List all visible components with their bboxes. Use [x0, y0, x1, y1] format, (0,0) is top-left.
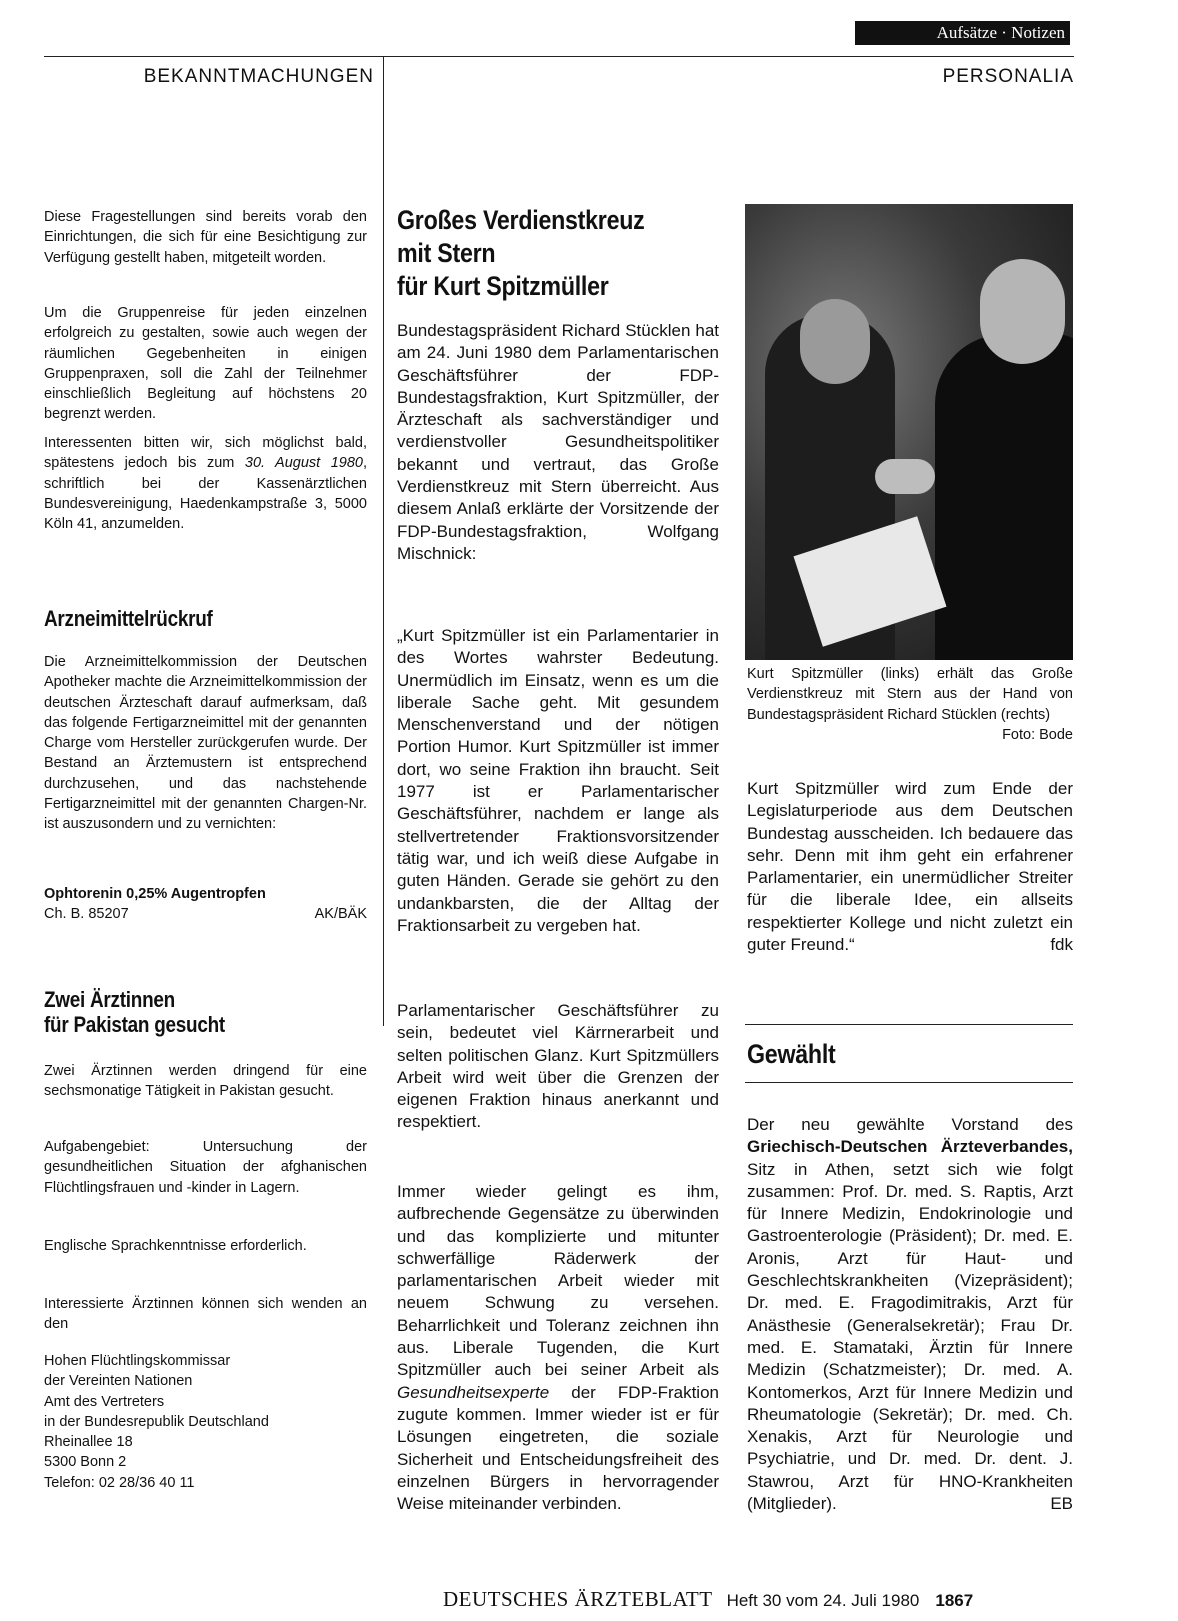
page-number: 1867	[935, 1591, 974, 1610]
paragraph: Kurt Spitzmüller wird zum Ende der Legislaturperiode aus dem Deutschen Bundestag ausscheiden. Ich bedauere das sehr. Denn mit ihm geht ein erfahrener Parlamentarier, ein unermüdlicher Streiter für die liberale Idee, ein allseits respektierter Kollege und nicht zuletzt ein guter Freund.“ fdk	[747, 778, 1073, 956]
publication-title: DEUTSCHES ÄRZTEBLATT	[443, 1587, 713, 1611]
spitzmueller-p1	[397, 320, 719, 565]
deadline-date: 30. August 1980	[244, 455, 363, 472]
headline: Großes Verdienstkreuz mit Stern für Kurt Spitzmüller	[397, 205, 645, 301]
address-line: in der Bundesrepublik Deutschland	[44, 1413, 269, 1430]
section-label-bekanntmachungen: BEKANNTMACHUNGEN	[143, 66, 374, 87]
article-gewaehlt	[747, 1038, 1073, 1071]
person-right-silhouette	[935, 334, 1073, 660]
article-arzneimittelrueckruf	[44, 606, 367, 631]
news-photo	[745, 204, 1073, 660]
photo-credit: Foto: Bode	[1002, 726, 1073, 743]
spitzmueller-p2	[397, 625, 719, 937]
pakistan-p2	[44, 1137, 367, 1198]
drug-name: Ophtorenin 0,25% Augentropfen	[44, 886, 266, 902]
address-line: Telefon: 02 28/36 40 11	[44, 1474, 195, 1491]
address-block	[44, 1351, 367, 1493]
person-right-head	[980, 259, 1065, 364]
paragraph: Immer wieder gelingt es ihm, aufbrechende Gegensätze zu überwinden und das komplizierte und mitunter schwerfällige Räderwerk der parlamentarischen Arbeit wieder mit neuem Schwung zu versehen. Beharrlichkeit und Toleranz zeichnen ihn aus. Liberale Tugenden, die Kurt Spitzmüller auch bei seiner Arbeit als Gesundheitsexperte der FDP-Fraktion zugute kommen. Immer wieder ist er für Lösungen eingetreten, die soziale Sicherheit und Entscheidungsfreiheit des einzelnen Bürgers in hervorragender Weise miteinander verbinden.	[397, 1182, 719, 1514]
spitzmueller-p3	[397, 1000, 719, 1134]
pakistan-p3	[44, 1236, 367, 1256]
column-left-group	[44, 303, 367, 425]
page-footer	[443, 1587, 1073, 1612]
paragraph: Interessierte Ärztinnen können sich wenden an den	[44, 1296, 367, 1333]
headline: Zwei Ärztinnen für Pakistan gesucht	[44, 987, 225, 1037]
recall-drug	[44, 884, 367, 925]
paragraph: Parlamentarischer Geschäftsführer zu sein, bedeutet viel Kärrnerarbeit und selten politischen Glanz. Kurt Spitzmüllers Arbeit wird weit über die Grenzen der eigenen Fraktion hinaus anerkannt und respektiert.	[397, 1001, 719, 1132]
rule	[745, 1082, 1073, 1083]
paragraph: Bundestagspräsident Richard Stücklen hat am 24. Juni 1980 dem Parlamentarischen Geschäftsführer der FDP-Bundestagsfraktion, Kurt Spitzmüller, der Ärzteschaft als sachverständiger und verdienstvoller Gesundheitspolitiker bekannt und vertraut, das Große Verdienstkreuz mit Stern überreicht. Aus diesem Anlaß erklärte der Vorsitzende der FDP-Bundestagsfraktion, Wolfgang Mischnick:	[397, 321, 719, 563]
charge-number: Ch. B. 85207	[44, 906, 129, 923]
spitzmueller-p5	[747, 778, 1073, 956]
paragraph: Die Arzneimittelkommission der Deutschen Apotheker machte die Arzneimittelkommission der deutschen Ärzteschaft darauf aufmerksam, daß das folgende Fertigarzneimittel mit der genannten Charge vom Hersteller zurückgerufen wurde. Der Bestand an Ärztemustern ist entsprechend durchzusehen, und das nachstehende Fertigarzneimittel mit der genannten Chargen-Nr. ist auszusondern und zu vernichten:	[44, 654, 367, 833]
spitzmueller-p4	[397, 1181, 719, 1515]
address-line: Rheinallee 18	[44, 1434, 133, 1451]
signature: EB	[1050, 1494, 1073, 1514]
pakistan-p1	[44, 1061, 367, 1102]
person-left-head	[800, 299, 870, 384]
article-spitzmueller	[397, 204, 719, 303]
pakistan-p4	[44, 1294, 367, 1335]
headline: Gewählt	[747, 1039, 836, 1069]
caption-text: Kurt Spitzmüller (links) erhält das Große Verdienstkreuz mit Stern aus der Hand von Bundestagspräsident Richard Stücklen (rechts) Foto: Bode	[747, 664, 1073, 725]
address-line: Amt des Vertreters	[44, 1393, 165, 1410]
paragraph: Diese Fragestellungen sind bereits vorab den Einrichtungen, die sich für eine Besichtigung zur Verfügung gestellt haben, mitgeteilt worden.	[44, 209, 367, 266]
handshake	[875, 459, 935, 494]
signature: AK/BÄK	[314, 906, 367, 923]
top-rule	[44, 56, 1074, 57]
paragraph: Der neu gewählte Vorstand des Griechisch-Deutschen Ärzteverbandes, Sitz in Athen, setzt sich wie folgt zusammen: Prof. Dr. med. S. Raptis, Arzt für Innere Medizin, Endokrinologie und Gastroenterologie (Präsident); Dr. med. E. Aronis, Arzt für Haut- und Geschlechtskrankheiten (Vizepräsident); Dr. med. E. Fragodimitrakis, Arzt für Anästhesie (Generalsekretär); Frau Dr. med. E. Stamataki, Ärztin für Innere Medizin (Schatzmeister); Dr. med. A. Kontomerkos, Arzt für Innere Medizin und Rheumatologie (Sekretär); Dr. med. Ch. Xenakis, Arzt für Neurologie und Psychiatrie, und Dr. med. Dr. dent. J. Stawrou, Arzt für HNO-Krankheiten (Mitglieder). EB	[747, 1114, 1073, 1515]
paragraph: Zwei Ärztinnen werden dringend für eine sechsmonatige Tätigkeit in Pakistan gesucht.	[44, 1063, 367, 1100]
charge-line	[44, 904, 367, 924]
headline: Arzneimittelrückruf	[44, 606, 213, 631]
column-left-intro	[44, 207, 367, 268]
signature: fdk	[1050, 935, 1073, 955]
section-badge: Aufsätze · Notizen	[855, 21, 1070, 45]
paragraph: Um die Gruppenreise für jeden einzelnen erfolgreich zu gestalten, sowie auch wegen der räumlichen Gegebenheiten in einigen Gruppenpraxen, soll die Zahl der Teilnehmer einschließlich Begleitung auf höchstens 20 begrenzt werden.	[44, 305, 367, 423]
paragraph: „Kurt Spitzmüller ist ein Parlamentarier in des Wortes wahrster Bedeutung. Unermüdlich im Einsatz, wenn es um die liberale Sache geht. Mit gesundem Menschenverstand und der nötigen Portion Humor. Kurt Spitzmüller ist immer dort, wo seine Fraktion ihn braucht. Seit 1977 ist er Parlamentarischer Geschäftsführer, nachdem er lange als stellvertretender Fraktionsvorsitzender tätig war, und ich weiß diese Aufgabe in guten Händen. Gerade sie gehört zu den undankbarsten, die der Alltag der Fraktionsarbeit zu vergeben hat.	[397, 626, 719, 935]
column-divider	[383, 56, 384, 1026]
address-line: der Vereinten Nationen	[44, 1373, 193, 1390]
paragraph: Aufgabengebiet: Untersuchung der gesundheitlichen Situation der afghanischen Flüchtlingsfrauen und -kinder in Lagern.	[44, 1139, 367, 1196]
paragraph: Interessenten bitten wir, sich möglichst bald, spätestens jedoch bis zum 30. August 1980, schriftlich bei der Kassenärztlichen Bundesvereinigung, Haedenkampstraße 3, 5000 Köln 41, anzumelden.	[44, 435, 367, 533]
address-line: 5300 Bonn 2	[44, 1454, 127, 1471]
paragraph: Englische Sprachkenntnisse erforderlich.	[44, 1238, 307, 1254]
recall-body	[44, 652, 367, 835]
issue-info: Heft 30 vom 24. Juli 1980	[726, 1591, 920, 1610]
rule	[745, 1024, 1073, 1025]
address-line: Hohen Flüchtlingskommissar	[44, 1353, 231, 1369]
column-left-deadline	[44, 433, 367, 534]
gewaehlt-body	[747, 1114, 1073, 1515]
article-pakistan	[44, 987, 367, 1037]
photo-caption	[747, 664, 1073, 745]
section-label-personalia: PERSONALIA	[942, 66, 1074, 87]
